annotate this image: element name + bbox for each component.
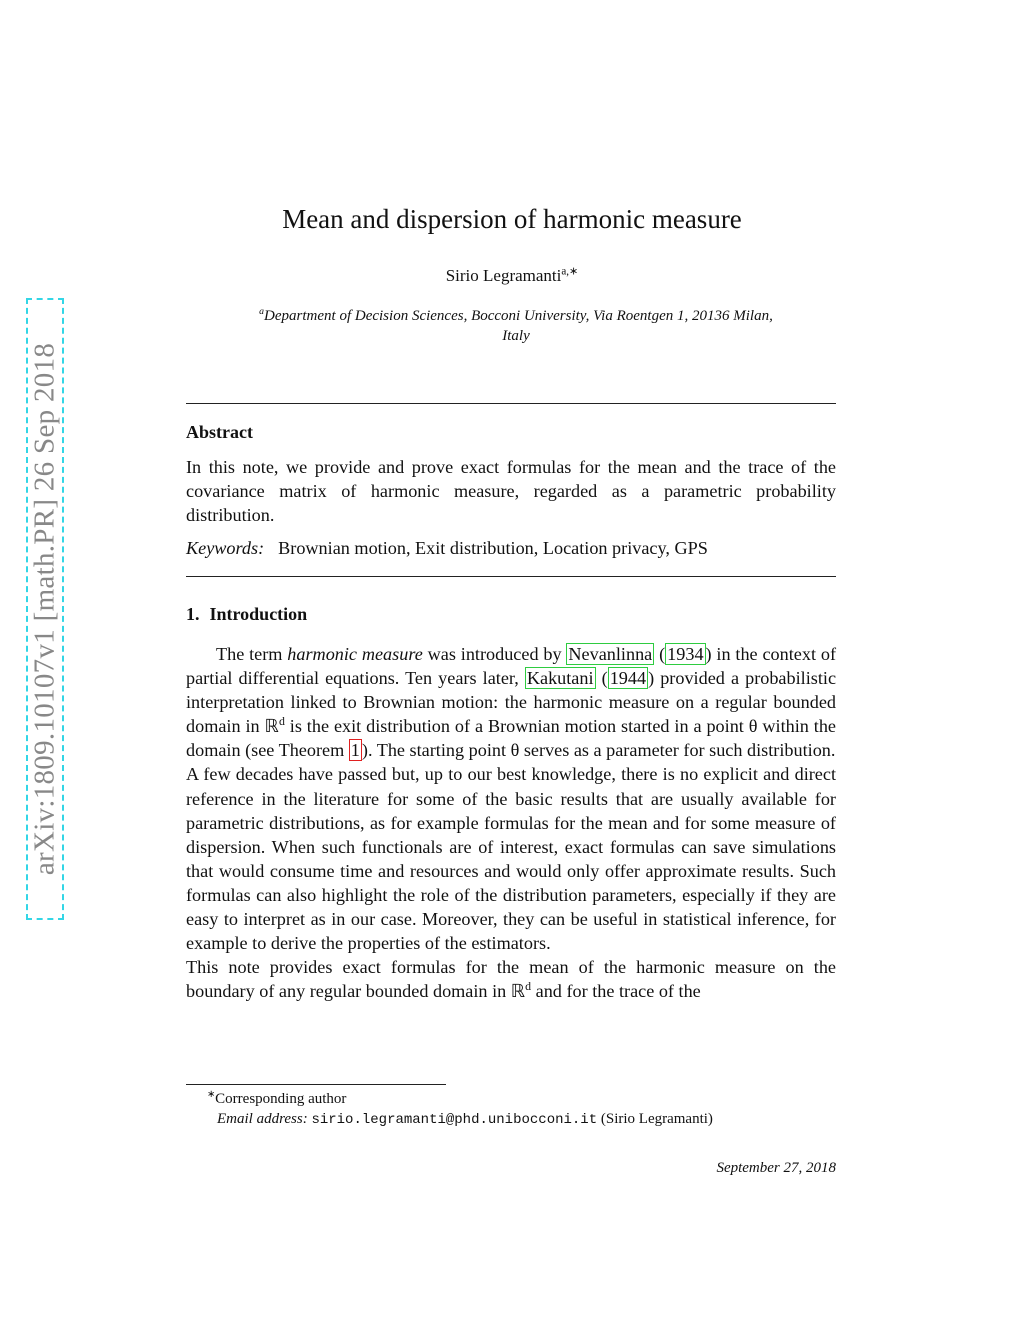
text-run: and for the trace of the: [531, 981, 701, 1002]
abstract-bottom-rule: [186, 576, 836, 577]
text-run: ) provided a probabilistic interpretation linked to Brownian motion: the harmonic measure on a regular bounded domain in ℝ: [186, 668, 837, 737]
intro-paragraph-1: The term harmonic measure was introduced by Nevanlinna ( 1934 ) in the context of partial differential equations. Ten years later, Kakutani ( 1944 ) provided a probabilistic interpretation linked to Brownian motion: the harmonic measure on a regular bounded domain in ℝ$^d$ is the exit distribution of a Brownian motion started in a point θ within the domain (see Theorem 1 ). The starting point θ serves as a parameter for such distribution.: [186, 644, 837, 761]
keywords-label: Keywords:: [186, 538, 265, 558]
keywords-line: [186, 538, 836, 559]
affiliation-line2: Italy: [502, 328, 530, 344]
emphasis-term: harmonic measure: [287, 644, 423, 664]
citation-link-nevanlinna[interactable]: Nevanlinna: [568, 644, 653, 664]
theorem-ref-link[interactable]: 1: [350, 740, 360, 761]
footnote: [207, 1089, 837, 1130]
section-title: Introduction: [209, 604, 308, 624]
citation-year-link-1944[interactable]: 1944: [609, 668, 647, 689]
abstract-top-rule: [186, 403, 836, 404]
paper-title: Mean and dispersion of harmonic measure: [282, 204, 742, 234]
text-run: ). The starting point θ serves as a parameter for such distribution.: [361, 740, 836, 761]
footnote-email-line: [217, 1109, 837, 1130]
keywords-list: Brownian motion, Exit distribution, Location privacy, GPS: [278, 538, 708, 558]
footnote-text: Corresponding author: [215, 1091, 347, 1107]
text-run: was introduced by: [422, 644, 567, 664]
email-address[interactable]: sirio.legramanti@phd.unibocconi.it: [311, 1112, 598, 1128]
text-run: The term: [216, 644, 288, 664]
abstract-text: In this note, we provide and prove exact formulas for the mean and the trace of the covariance matrix of harmonic measure, regarded as a parametric probability distribution.: [186, 457, 836, 526]
abstract-heading: Abstract: [186, 422, 253, 442]
intro-body: [186, 642, 836, 1003]
footnote-mark: ∗: [207, 1089, 216, 1100]
author-line: [0, 266, 1024, 286]
email-owner: (Sirio Legramanti): [600, 1111, 713, 1127]
text-run: is the exit distribution of a Brownian motion started in a point θ within the domain (see Theorem: [186, 716, 836, 761]
section-heading: [186, 604, 836, 625]
affiliation: [196, 306, 836, 346]
footnote-rule: [186, 1084, 446, 1085]
citation-link-kakutani[interactable]: Kakutani: [526, 668, 594, 689]
affiliation-text: Department of Decision Sciences, Bocconi University, Via Roentgen 1, 20136 Milan,: [264, 308, 773, 324]
citation-year-link-1934[interactable]: 1934: [667, 644, 704, 664]
text-run: This note provides exact formulas for the mean of the harmonic measure on the boundary of any regular bounded domain in ℝ: [186, 957, 836, 1002]
arxiv-identifier: arXiv:1809.10107v1 [math.PR] 26 Sep 2018: [28, 342, 61, 876]
author-marks: a,∗: [561, 265, 579, 278]
footnote-corresponding: [207, 1089, 837, 1109]
affiliation-mark: a: [259, 306, 265, 317]
author-name: Sirio Legramanti: [445, 266, 562, 285]
preprint-date: September 27, 2018: [716, 1160, 836, 1176]
text-run: ) in the context of partial differential equations. Ten years later,: [186, 644, 836, 689]
email-label: Email address:: [217, 1111, 308, 1127]
superscript: d: [278, 714, 285, 729]
superscript: d: [525, 979, 532, 994]
intro-paragraph-3: [186, 955, 836, 1003]
arxiv-stamp: [26, 298, 64, 920]
intro-paragraph-2: A few decades have passed but, up to our best knowledge, there is no explicit and direct reference in the literature for some of the basic results that are usually available for parametric distributions, as for example formulas for the mean and for some measure of dispersion. When such functionals are of interest, exact formulas can save simulations that would consume time and resources and would only offer approximate results. Such formulas can also highlight the role of the distribution parameters, especially if they are easy to interpret as in our case. Moreover, they can be useful in statistical inference, for example to derive the properties of the estimators.: [186, 764, 836, 954]
section-number: 1.: [186, 604, 200, 624]
